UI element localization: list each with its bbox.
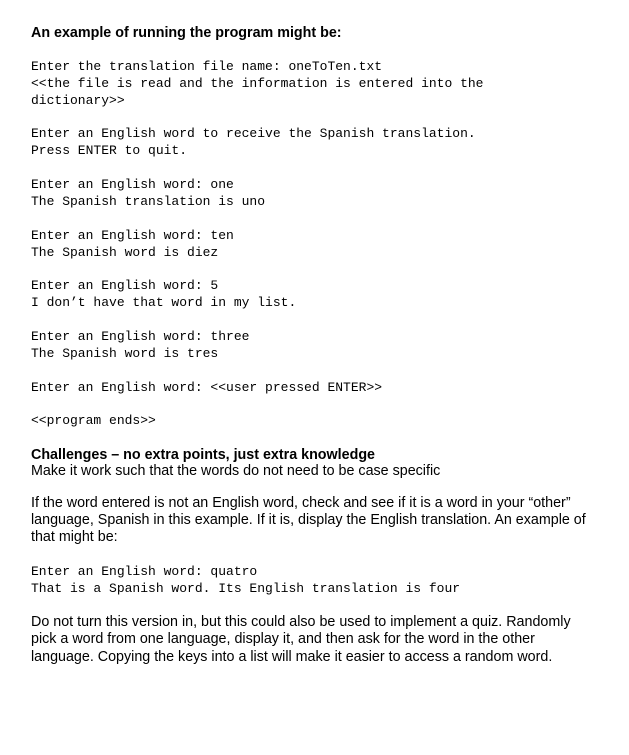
console-line: Enter the translation file name: oneToTen.txt (31, 59, 383, 74)
console-line: <<the file is read and the information is entered into the (31, 76, 484, 91)
console-line: Enter an English word: quatro (31, 564, 258, 579)
other-language-text: language, Spanish in this example. If it is, display the English translation. An example of (31, 512, 586, 528)
console-line: The Spanish translation is uno (31, 194, 266, 209)
console-line: The Spanish word is tres (31, 346, 219, 361)
quiz-text: pick a word from one language, display it, and then ask for the word in the other (31, 631, 535, 647)
console-line: Enter an English word: three (31, 329, 250, 344)
console-line: Enter an English word to receive the Spanish translation. (31, 126, 476, 141)
example-heading: An example of running the program might be: (31, 25, 342, 41)
quiz-text: Do not turn this version in, but this could also be used to implement a quiz. Randomly (31, 614, 571, 630)
console-line: The Spanish word is diez (31, 245, 219, 260)
quiz-text: language. Copying the keys into a list will make it easier to access a random word. (31, 649, 553, 665)
challenges-heading: Challenges – no extra points, just extra knowledge (31, 447, 376, 463)
console-line: I don’t have that word in my list. (31, 295, 297, 310)
other-language-text: that might be: (31, 529, 118, 545)
console-line: Enter an English word: one (31, 177, 234, 192)
console-line: Enter an English word: ten (31, 228, 234, 243)
case-text: Make it work such that the words do not need to be case specific (31, 463, 441, 479)
console-line: dictionary>> (31, 93, 125, 108)
other-language-text: If the word entered is not an English word, check and see if it is a word in your “other” (31, 495, 571, 511)
console-line: <<program ends>> (31, 413, 156, 428)
console-line: Enter an English word: 5 (31, 278, 219, 293)
console-line: That is a Spanish word. Its English translation is four (31, 581, 461, 596)
console-line: Press ENTER to quit. (31, 143, 188, 158)
console-line: Enter an English word: <<user pressed ENTER>> (31, 380, 383, 395)
